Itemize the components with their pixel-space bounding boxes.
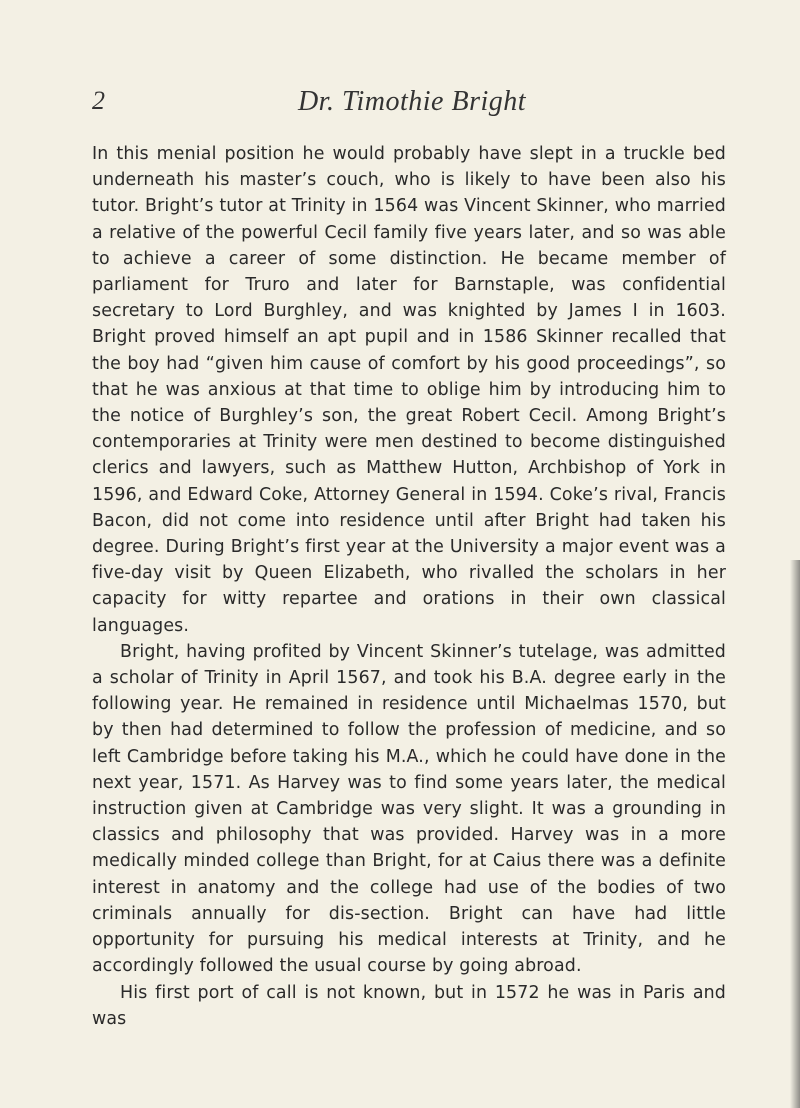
page-edge-shadow	[790, 560, 800, 1108]
page-number: 2	[92, 86, 105, 115]
paragraph-2: Bright, having profited by Vincent Skinner’s tutelage, was admitted a scholar of Trinity in April 1567, and took his B.A. degree early in the following year. He remained in residence until Michaelmas 1570, but by then had determined to follow the profession of medicine, and so left Cambridge before taking his M.A., which he could have done in the next year, 1571. As Harvey was to find some years later, the medical instruction given at Cambridge was very slight. It was a grounding in classics and philosophy that was provided. Harvey was in a more medically minded college than Bright, for at Caius there was a definite interest in anatomy and the college had use of the bodies of two criminals annually for dis-section. Bright can have had little opportunity for pursuing his medical interests at Trinity, and he accordingly followed the usual course by going abroad.	[92, 641, 726, 977]
paragraph-1: In this menial position he would probably have slept in a truckle bed underneath his master’s couch, who is likely to have been also his tutor. Bright’s tutor at Trinity in 1564 was Vincent Skinner, who married a relative of the powerful Cecil family five years later, and so was able to achieve a career of some distinction. He became member of parliament for Truro and later for Barnstaple, was confidential secretary to Lord Burghley, and was knighted by James I in 1603. Bright proved himself an apt pupil and in 1586 Skinner recalled that the boy had “given him cause of comfort by his good proceedings”, so that he was anxious at that time to oblige him by introducing him to the notice of Burghley’s son, the great Robert Cecil. Among Bright’s contemporaries at Trinity were men destined to become distinguished clerics and lawyers, such as Matthew Hutton, Archbishop of York in 1596, and Edward Coke, Attorney General in 1594. Coke’s rival, Francis Bacon, did not come into residence until after Bright had taken his degree. During Bright’s first year at the University a major event was a five-day visit by Queen Elizabeth, who rivalled the scholars in her capacity for witty repartee and orations in their own classical languages.	[92, 144, 726, 636]
paragraph-3: His first port of call is not known, but in 1572 he was in Paris and was	[92, 982, 726, 1029]
page-header	[92, 86, 732, 126]
running-head: Dr. Timothie Bright	[297, 86, 527, 117]
body-text	[92, 141, 726, 1032]
